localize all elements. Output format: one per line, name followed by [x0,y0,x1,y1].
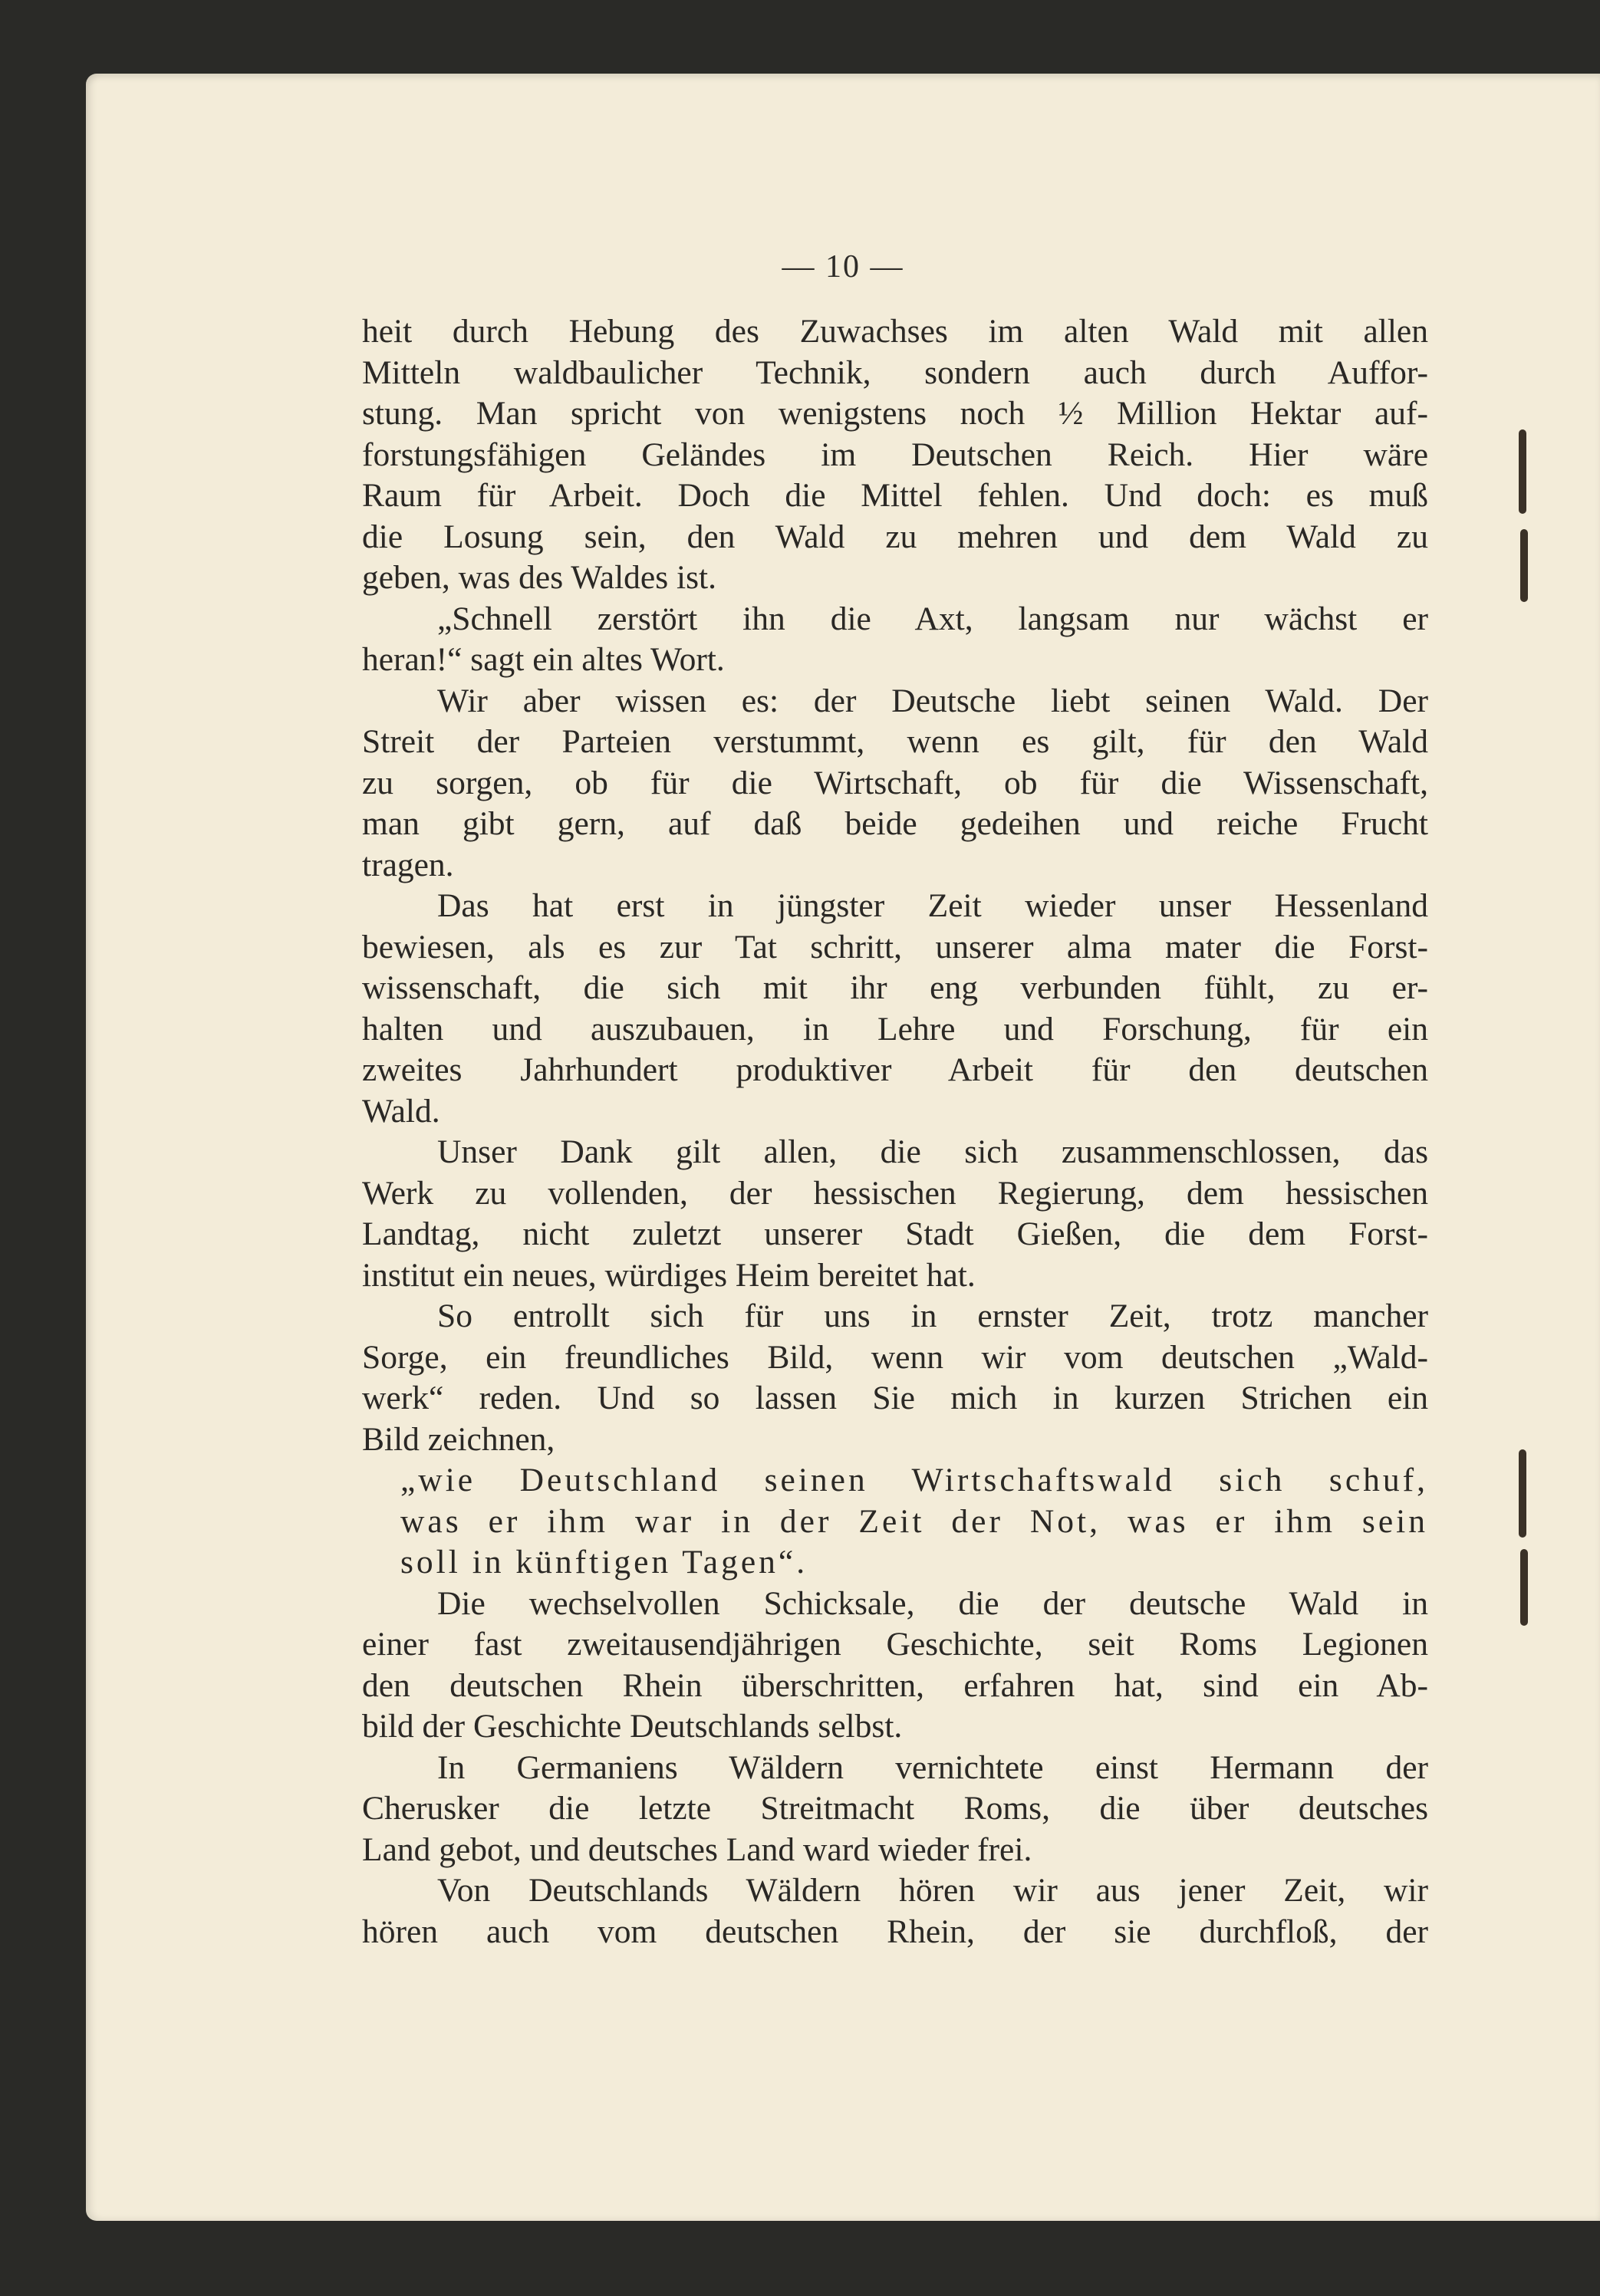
text-line: Raum für Arbeit. Doch die Mittel fehlen. Und doch: es muß [362,477,1428,514]
text-line: Landtag, nicht zuletzt unserer Stadt Gießen, die dem Forst- [362,1215,1428,1252]
text-line: So entrollt sich für uns in ernster Zeit, trotz mancher [437,1298,1428,1334]
text-line: Von Deutschlands Wäldern hören wir aus jener Zeit, wir [437,1872,1428,1909]
text-line: stung. Man spricht von wenigstens noch ½ Million Hektar auf- [362,395,1428,432]
text-line: wissenschaft, die sich mit ihr eng verbunden fühlt, zu er- [362,969,1428,1006]
margin-mark-lower-lower [1520,1549,1528,1626]
text-line: man gibt gern, auf daß beide gedeihen und reiche Frucht [362,805,1428,842]
text-line: einer fast zweitausendjährigen Geschichte, seit Roms Legionen [362,1626,1428,1663]
text-line: soll in künftigen Tagen“. [400,1544,808,1581]
text-line: zu sorgen, ob für die Wirtschaft, ob für die Wissenschaft, [362,764,1428,801]
text-line: werk“ reden. Und so lassen Sie mich in kurzen Strichen ein [362,1380,1428,1416]
text-line: Mitteln waldbaulicher Technik, sondern auch durch Auffor- [362,354,1428,391]
text-line: Wir aber wissen es: der Deutsche liebt seinen Wald. Der [437,682,1428,719]
text-line: heran!“ sagt ein altes Wort. [362,641,725,678]
body-text [362,311,1428,1952]
text-line: Sorge, ein freundliches Bild, wenn wir vom deutschen „Wald- [362,1338,1428,1376]
text-line: Wald. [362,1092,440,1130]
text-line: Die wechselvollen Schicksale, die der deutsche Wald in [437,1584,1428,1622]
text-line: In Germaniens Wäldern vernichtete einst Hermann der [437,1748,1428,1786]
text-line: bewiesen, als es zur Tat schritt, unserer alma mater die Forst- [362,928,1428,965]
text-line: Werk zu vollenden, der hessischen Regierung, dem hessischen [362,1174,1428,1212]
text-line: Streit der Parteien verstummt, wenn es gilt, für den Wald [362,723,1428,760]
margin-mark-lower [1519,1449,1526,1538]
text-line: institut ein neues, würdiges Heim bereitet hat. [362,1256,976,1294]
text-line: Land gebot, und deutsches Land ward wieder frei. [362,1831,1032,1868]
text-line: geben, was des Waldes ist. [362,559,717,596]
text-line: forstungsfähigen Geländes im Deutschen Reich. Hier wäre [362,436,1428,473]
text-line: die Losung sein, den Wald zu mehren und dem Wald zu [362,518,1428,555]
book-page [86,74,1600,2221]
text-line: „Schnell zerstört ihn die Axt, langsam nur wächst er [437,600,1428,637]
text-line: Bild zeichnen, [362,1420,555,1458]
text-line: tragen. [362,846,454,883]
page-number: — 10 — [782,249,904,285]
text-line: Cherusker die letzte Streitmacht Roms, die über deutsches [362,1790,1428,1827]
text-line: heit durch Hebung des Zuwachses im alten Wald mit allen [362,313,1428,350]
text-line: halten und auszubauen, in Lehre und Forschung, für ein [362,1010,1428,1048]
text-line: den deutschen Rhein überschritten, erfahren hat, sind ein Ab- [362,1666,1428,1704]
text-line: Das hat erst in jüngster Zeit wieder unser Hessenland [437,887,1428,924]
margin-mark-upper-lower [1520,529,1528,602]
text-line: Unser Dank gilt allen, die sich zusammenschlossen, das [437,1133,1428,1170]
text-line: „wie Deutschland seinen Wirtschaftswald sich schuf, [400,1462,1428,1498]
margin-mark-upper [1519,429,1526,514]
text-line: bild der Geschichte Deutschlands selbst. [362,1708,903,1745]
text-line: zweites Jahrhundert produktiver Arbeit für den deutschen [362,1051,1428,1088]
text-line: was er ihm war in der Zeit der Not, was er ihm sein [400,1502,1428,1540]
text-line: hören auch vom deutschen Rhein, der sie durchfloß, der [362,1913,1428,1950]
